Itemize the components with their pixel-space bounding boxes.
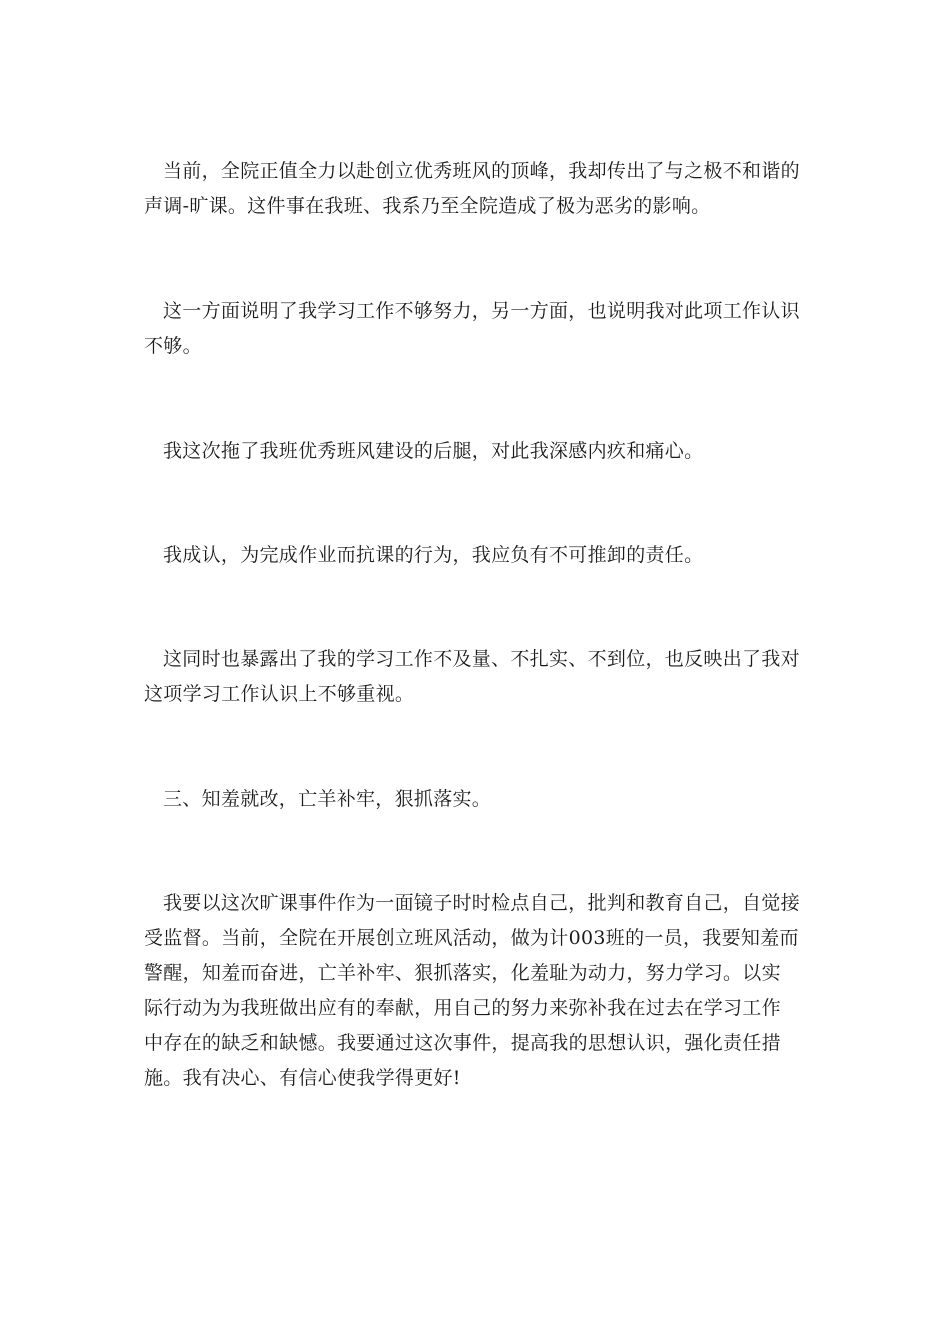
paragraph-7: 我要以这次旷课事件作为一面镜子时时检点自己，批判和教育自己，自觉接受监督。当前，全院在开展创立班风活动，做为计003班的一员，我要知羞而警醒，知羞而奋进，亡羊补牢、狠抓落实，化羞耻为动力，努力学习。以实际行动为为我班做出应有的奉献，用自己的努力来弥补我在过去在学习工作中存在的缺乏和缺憾。我要通过这次事件，提高我的思想认识，强化责任措施。我有决心、有信心使我学得更好! [144, 892, 800, 1089]
paragraph-5: 这同时也暴露出了我的学习工作不及量、不扎实、不到位，也反映出了我对这项学习工作认识上不够重视。 [144, 648, 800, 705]
paragraph-2: 这一方面说明了我学习工作不够努力，另一方面，也说明我对此项工作认识不够。 [144, 300, 800, 357]
paragraph-4: 我成认，为完成作业而抗课的行为，我应负有不可推卸的责任。 [163, 544, 704, 566]
section-heading-3: 三、知羞就改，亡羊补牢，狠抓落实。 [163, 788, 492, 810]
paragraph-1: 当前，全院正值全力以赴创立优秀班风的顶峰，我却传出了与之极不和谐的声调-旷课。这件事在我班、我系乃至全院造成了极为恶劣的影响。 [144, 160, 800, 217]
paragraph-3: 我这次拖了我班优秀班风建设的后腿，对此我深感内疚和痛心。 [163, 440, 704, 462]
